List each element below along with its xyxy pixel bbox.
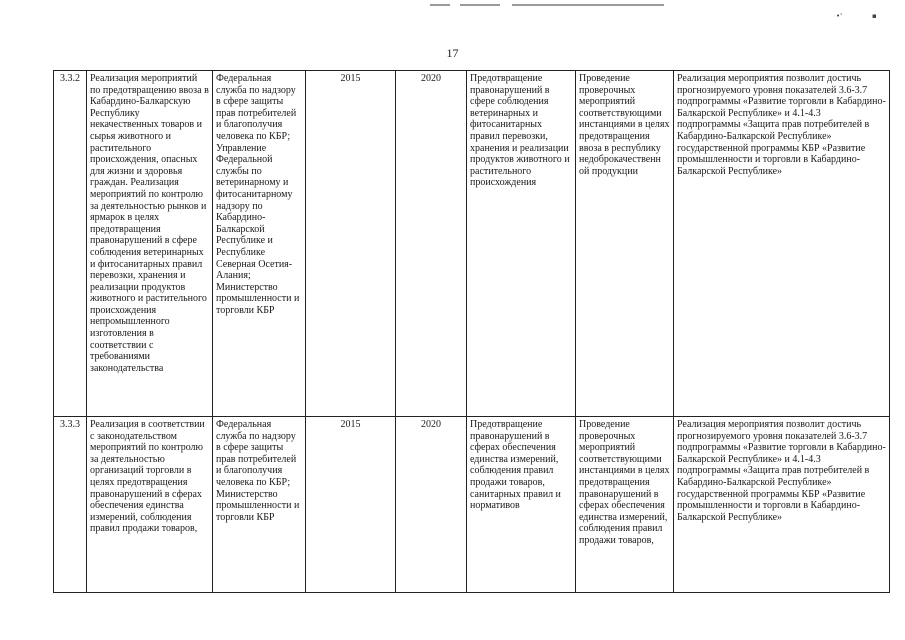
measure-description: Реализация в соответствии с законодательством мероприятий по контролю за деятельностью организаций торговли в целях предотвращения правонарушений в сферах обеспечения единства измерений, соблюдения правил продажи товаров, [87, 417, 213, 593]
expected-result: Предотвращение правонарушений в сфере соблюдения ветеринарных и фитосанитарных правил перевозки, хранения и реализации продуктов животного и растительного происхождения [467, 71, 576, 417]
scan-artifact-line [512, 4, 664, 6]
responsible-executor: Федеральная служба по надзору в сфере защиты прав потребителей и благополучия человека по КБР; Управление Федеральной службы по ветеринарному и фитосанитарному надзору по Кабардино-Балкарской Республике и Республике Северная Осетия-Алания; Министерство промышленности и торговли КБР [213, 71, 306, 417]
start-year: 2015 [306, 71, 396, 417]
scan-mark: •' [836, 12, 843, 20]
expected-result: Предотвращение правонарушений в сферах обеспечения единства измерений, соблюдения правил продажи товаров, санитарных правил и нормативов [467, 417, 576, 593]
measure-description: Реализация мероприятий по предотвращению ввоза в Кабардино-Балкарскую Республику некачественных товаров и сырья животного и растительного происхождения, опасных для жизни и здоровья граждан. Реализация мероприятий по контролю за деятельностью рынков и ярмарок в целях предотвращения правонарушений в сфере соблюдения ветеринарных и фитосанитарных правил перевозки, хранения и реализации продуктов животного и растительного происхождения непромышленного изготовления в соответствии с требованиями законодательства [87, 71, 213, 417]
consequences: Проведение проверочных мероприятий соответствующими инстанциями в целях предотвращения правонарушений в сферах обеспечения единства измерений, соблюдения правил продажи товаров, [576, 417, 674, 593]
measure-number: 3.3.3 [54, 417, 87, 593]
scan-mark: ▪ [872, 12, 877, 20]
measures-table [53, 70, 890, 593]
table-row [54, 417, 890, 593]
page-number: 17 [446, 46, 459, 60]
relation-to-indicators: Реализация мероприятия позволит достичь прогнозируемого уровня показателей 3.6-3.7 подпрограммы «Развитие торговли в Кабардино-Балкарской Республике» и 4.1-4.3 подпрограммы «Защита прав потребителей в Кабардино-Балкарской Республике» государственной программы КБР «Развитие промышленности и торговли в Кабардино-Балкарской Республике» [674, 71, 890, 417]
relation-to-indicators: Реализация мероприятия позволит достичь прогнозируемого уровня показателей 3.6-3.7 подпрограммы «Развитие торговли в Кабардино-Балкарской Республике» и 4.1-4.3 подпрограммы «Защита прав потребителей в Кабардино-Балкарской Республике» государственной программы КБР «Развитие промышленности и торговли в Кабардино-Балкарской Республике» [674, 417, 890, 593]
consequences: Проведение проверочных мероприятий соответствующими инстанциями в целях предотвращения ввоза в республику недоброкачественн ой продукции [576, 71, 674, 417]
start-year: 2015 [306, 417, 396, 593]
end-year: 2020 [396, 71, 467, 417]
responsible-executor: Федеральная служба по надзору в сфере защиты прав потребителей и благополучия человека по КБР; Министерство промышленности и торговли КБР [213, 417, 306, 593]
scan-artifact-line [460, 4, 500, 6]
measure-number: 3.3.2 [54, 71, 87, 417]
end-year: 2020 [396, 417, 467, 593]
scan-artifact-line [430, 4, 450, 6]
table-row [54, 71, 890, 417]
